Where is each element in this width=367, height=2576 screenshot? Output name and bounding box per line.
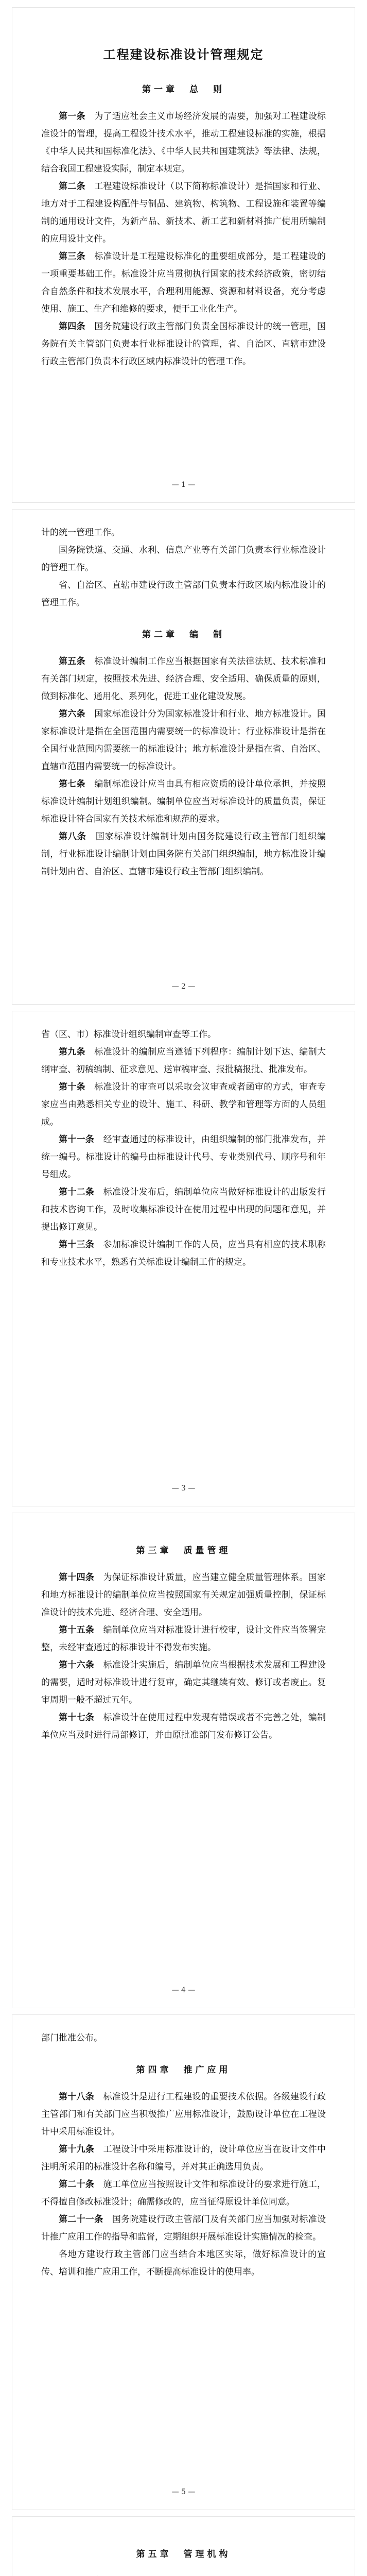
article-paragraph: [41, 828, 326, 880]
article-text: 施工单位应当按照设计文件和标准设计的要求进行施工，不得擅自修改标准设计；确需修改的，应当征得原设计单位同意。: [41, 2179, 326, 2207]
article-number: 第十五条: [59, 1625, 95, 1635]
chapter-heading: 第五章 管理机构: [136, 2549, 231, 2560]
article-text: 标准设计实施后，编制单位应当根据技术发展和工程建设的需要，适时对标准设计进行复审，确定其继续有效、修订或者废止。复审周期一般不超过五年。: [41, 1660, 326, 1705]
article-text: 为保证标准设计质量，应当建立健全质量管理体系。国家和地方标准设计的编制单位应当按照国家有关规定加强质量控制，保证标准设计的技术先进、经济合理、安全适用。: [41, 1572, 326, 1618]
page-content: [41, 1542, 326, 1744]
article-paragraph: [41, 1569, 326, 1621]
chapter-heading: 第二章 编 制: [142, 630, 225, 640]
page-content: [41, 46, 326, 370]
article-number: 第十七条: [59, 1713, 95, 1723]
article-paragraph: [41, 2141, 326, 2176]
article-text: 为了适应社会主义市场经济发展的需要，加强对工程建设标准设计的管理，提高工程设计技术水平，推动工程建设标准的实施，根据《中华人民共和国标准化法》、《中华人民共和国建筑法》等法律、法规，结合我国工程建设实际，制定本规定。: [41, 111, 326, 174]
article-text: 国务院建设行政主管部门及有关部门应当加强对标准设计推广应用工作的指导和监督，定期组织开展标准设计实施情况的检查。: [41, 2214, 326, 2242]
article-number: 第六条: [59, 709, 85, 719]
article-paragraph: [41, 1621, 326, 1656]
article-text: 编制单位应当对标准设计进行校审，设计文件应当签署完整，未经审查通过的标准设计不得发布实施。: [41, 1625, 326, 1653]
continued-text: 省（区、市）标准设计组织编制审查等工作。: [41, 1029, 216, 1040]
article-number: 第十八条: [59, 2092, 95, 2102]
article-paragraph: [41, 2088, 326, 2141]
article-paragraph: [41, 1131, 326, 1183]
article-text: 标准设计的编制应当遵循下列程序：编制计划下达、编制大纲审查、初稿编制、征求意见、送审稿审查、报批稿报批、批准发布。: [41, 1047, 326, 1075]
article-paragraph: [41, 2176, 326, 2211]
page-content: [41, 524, 326, 880]
article-number: 第十九条: [59, 2144, 95, 2155]
article-paragraph: [41, 1183, 326, 1236]
article-number: 第七条: [59, 779, 85, 789]
chapter-heading: 第三章 质量管理: [136, 1546, 231, 1556]
article-number: 第十一条: [59, 1134, 95, 1145]
article-text: 编制标准设计应当由具有相应资质的设计单位承担，并按照标准设计编制计划组织编制。编制单位应当对标准设计的质量负责，保证标准设计符合国家有关技术标准和规范的要求。: [41, 779, 326, 824]
page-content: [41, 2546, 326, 2576]
article-paragraph: [41, 653, 326, 705]
page-content: [41, 1026, 326, 1271]
document-page: [12, 509, 355, 1005]
article-number: 第二十条: [59, 2179, 95, 2190]
article-text: 参加标准设计编制工作的人员，应当具有相应的技术职称和专业技术水平，熟悉有关标准设计编制工作的规定。: [41, 1240, 326, 1267]
article-text: 标准设计编制工作应当根据国家有关法律法规、技术标准和有关部门规定，按照技术先进、经济合理、安全适用、确保质量的原则，做到标准化、通用化、系列化，促进工业化建设发展。: [41, 656, 326, 702]
document-title: 工程建设标准设计管理规定: [103, 47, 264, 62]
article-paragraph: [41, 1656, 326, 1709]
article-number: 第八条: [59, 832, 86, 842]
article-text: 国务院建设行政主管部门负责全国标准设计的统一管理，国务院有关主管部门负责本行业标准设计的管理，省、自治区、直辖市建设行政主管部门负责本行政区域内标准设计的管理工作。: [41, 321, 326, 367]
article-text: 国家标准设计分为国家标准设计和行业、地方标准设计。国家标准设计是指在全国范围内需要统一的标准设计；行业标准设计是指在全国行业范围内需要统一的标准设计；地方标准设计是指在省、自治区、直辖市范围内需要统一的标准设计。: [41, 709, 326, 772]
article-text: 工程设计中采用标准设计的，设计单位应当在设计文件中注明所采用的标准设计名称和编号，并对其正确选用负责。: [41, 2144, 326, 2172]
article-paragraph: [41, 108, 326, 178]
article-number: 第四条: [59, 321, 85, 332]
article-paragraph: [41, 1078, 326, 1131]
article-text: 标准设计是进行工程建设的重要技术依据。各级建设行政主管部门和有关部门应当积极推广应用标准设计，鼓励设计单位在工程设计中采用标准设计。: [41, 2092, 326, 2137]
article-number: 第十四条: [59, 1572, 95, 1583]
paragraph: 省、自治区、直辖市建设行政主管部门负责本行政区域内标准设计的管理工作。: [41, 580, 326, 608]
paragraph: 各地方建设行政主管部门应当结合本地区实际，做好标准设计的宣传、培训和推广应用工作，不断提高标准设计的使用率。: [41, 2249, 326, 2277]
article-text: 标准设计是工程建设标准化的重要组成部分，是工程建设的一项重要基础工作。标准设计应当贯彻执行国家的技术经济政策，密切结合自然条件和技术发展水平，合理利用能源、资源和材料设备，充分考虑使用、施工、生产和维修的要求，便于工业化生产。: [41, 251, 326, 314]
article-number: 第十三条: [59, 1240, 95, 1250]
article-number: 第二十一条: [59, 2214, 103, 2225]
page-number: — 4 —: [171, 1986, 196, 1994]
article-text: 标准设计在使用过程中发现有错误或者不完善之处，编制单位应当及时进行局部修订，并由原批准部门发布修订公告。: [41, 1713, 326, 1740]
article-number: 第十六条: [59, 1660, 95, 1670]
article-paragraph: [41, 2572, 326, 2576]
chapter-heading: 第一章 总 则: [142, 84, 225, 95]
article-text: 经审查通过的标准设计，由组织编制的部门批准发布，并统一编号。标准设计的编号由标准设计代号、专业类别代号、顺序号和年号组成。: [41, 1134, 326, 1180]
article-paragraph: [41, 178, 326, 248]
article-paragraph: [41, 2211, 326, 2246]
article-number: 第五条: [59, 656, 85, 667]
article-text: 国家标准设计编制计划由国务院建设行政主管部门组织编制，行业标准设计编制计划由国务院有关部门组织编制，地方标准设计编制计划由省、自治区、直辖市建设行政主管部门组织编制。: [41, 832, 326, 877]
article-text: 标准设计的审查可以采取会议审查或者函审的方式，审查专家应当由熟悉相关专业的设计、施工、科研、教学和管理等方面的人员组成。: [41, 1082, 326, 1127]
article-paragraph: [41, 1709, 326, 1744]
continued-text: 计的统一管理工作。: [41, 528, 120, 538]
article-number: 第三条: [59, 251, 85, 262]
document-page: [12, 2516, 355, 2576]
article-paragraph: [41, 1236, 326, 1271]
document-page: [12, 1513, 355, 2008]
continued-text: 部门批准公布。: [41, 2033, 102, 2043]
document-page: [12, 7, 355, 503]
article-paragraph: [41, 1043, 326, 1078]
article-paragraph: [41, 318, 326, 370]
article-number: 第二条: [59, 181, 85, 192]
page-number: — 3 —: [171, 1484, 196, 1493]
page-number: — 5 —: [171, 2488, 196, 2496]
document-page: [12, 2014, 355, 2510]
article-number: 第十条: [59, 1082, 85, 1092]
article-text: 标准设计发布后，编制单位应当做好标准设计的出版发行和技术咨询工作，及时收集标准设计在使用过程中出现的问题和意见，并提出修订意见。: [41, 1187, 326, 1232]
article-number: 第九条: [59, 1047, 85, 1057]
document-page: [12, 1011, 355, 1506]
article-number: 第十二条: [59, 1187, 95, 1197]
page-content: [41, 2029, 326, 2281]
page-number: — 2 —: [171, 982, 196, 991]
article-paragraph: [41, 705, 326, 775]
paragraph: 国务院铁道、交通、水利、信息产业等有关部门负责本行业标准设计的管理工作。: [41, 545, 326, 573]
article-text: 工程建设标准设计（以下简称标准设计）是指国家和行业、地方对于工程建设构配件与制品、建筑物、构筑物、工程设施和装置等编制的通用设计文件，为新产品、新技术、新工艺和新材料推广使用所编制的应用设计文件。: [41, 181, 326, 244]
article-number: 第一条: [59, 111, 85, 122]
page-number: — 1 —: [171, 481, 196, 489]
chapter-heading: 第四章 推广应用: [136, 2065, 231, 2075]
article-paragraph: [41, 248, 326, 318]
article-paragraph: [41, 775, 326, 828]
